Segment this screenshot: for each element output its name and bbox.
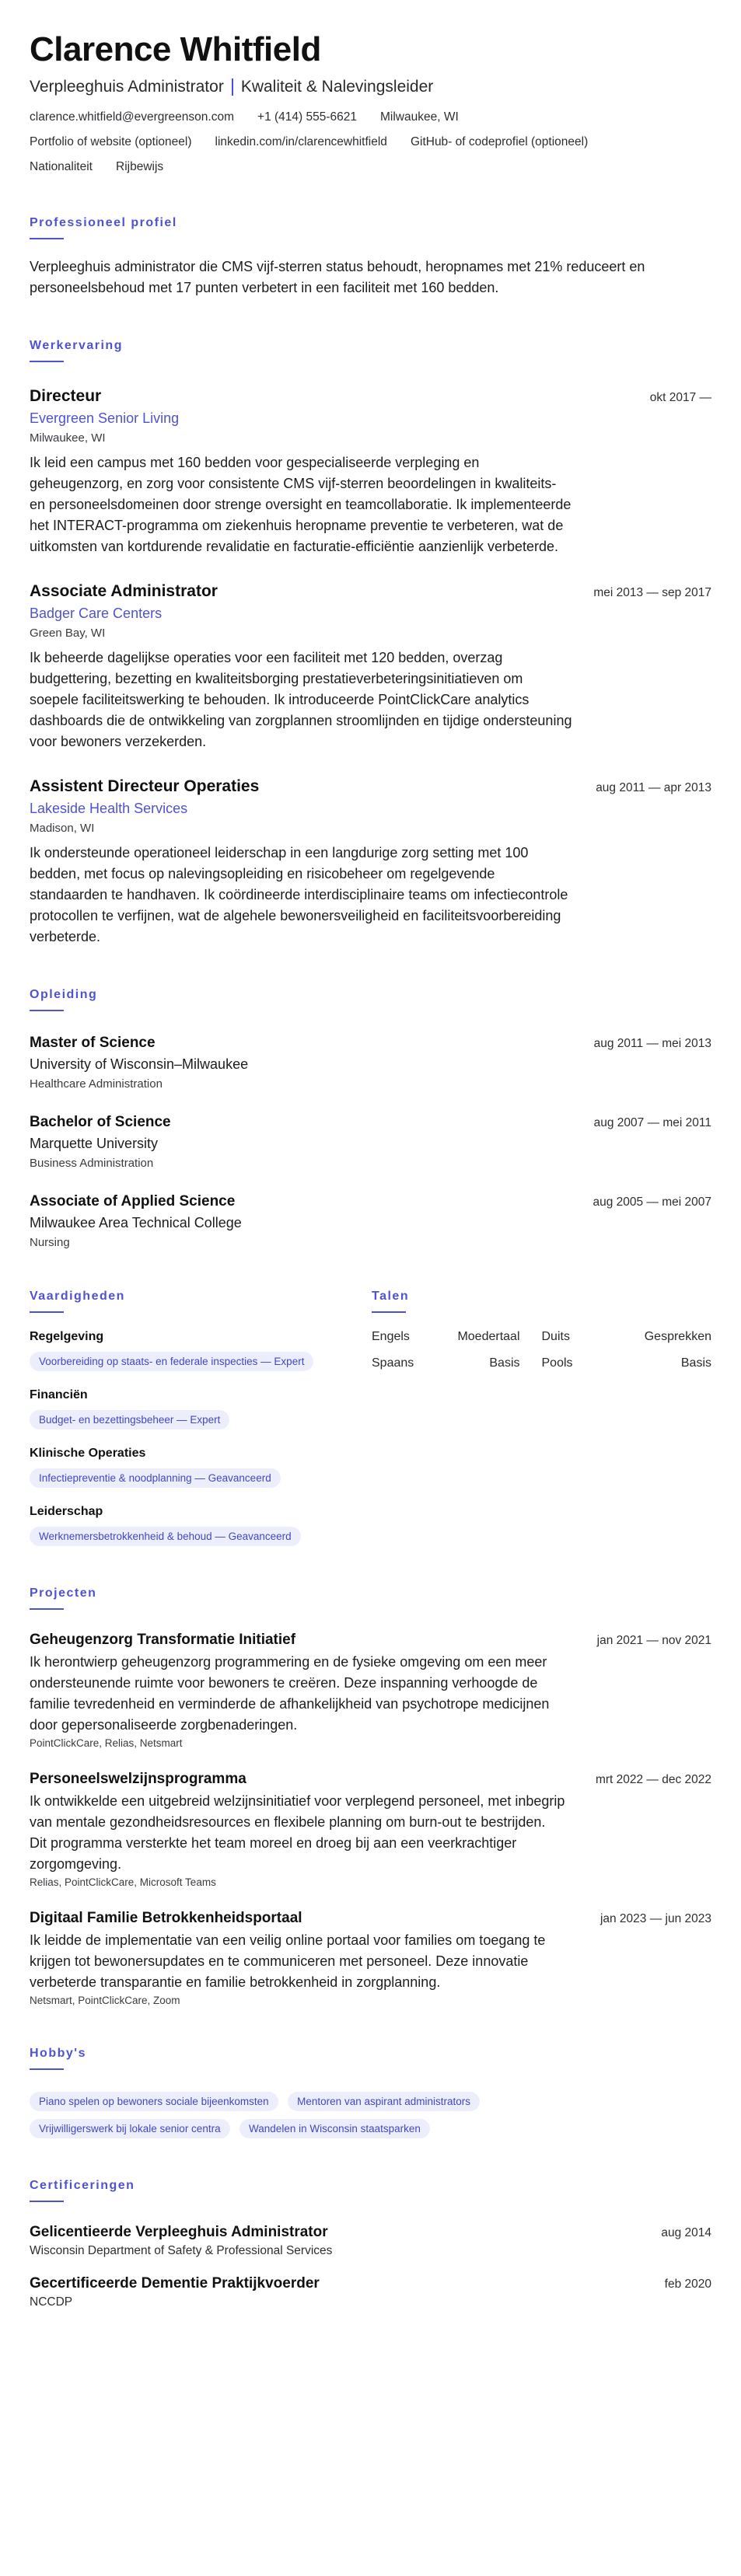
project-entry [30, 1910, 711, 2006]
certifications-section [30, 2179, 711, 2309]
project-tools: Relias, PointClickCare, Microsoft Teams [30, 1876, 216, 1888]
education-dates: aug 2005 — mei 2007 [592, 1196, 711, 1209]
degree: Master of Science [30, 1035, 156, 1051]
job-company: Lakeside Health Services [30, 801, 188, 816]
project-title: Personeelswelzijnsprogramma [30, 1771, 246, 1787]
education-section [30, 988, 711, 1249]
education-entry [30, 1035, 711, 1091]
skill-tag: Budget- en bezettingsbeheer — Expert [30, 1410, 229, 1429]
contact-website[interactable]: Portfolio of website (optioneel) [30, 135, 192, 148]
certification-name: Gelicentieerde Verpleeghuis Administrator [30, 2224, 328, 2240]
study-area: Healthcare Administration [30, 1077, 163, 1091]
degree: Bachelor of Science [30, 1114, 171, 1130]
certification-issuer: Wisconsin Department of Safety & Professional Services [30, 2244, 333, 2257]
candidate-name: Clarence Whitfield [30, 30, 321, 68]
language-name: Pools [541, 1356, 573, 1370]
school: Marquette University [30, 1136, 159, 1151]
project-entry [30, 1632, 711, 1749]
section-title: Talen [372, 1290, 410, 1303]
job-dates: mei 2013 — sep 2017 [593, 586, 711, 599]
contact-nationality: Nationaliteit [30, 160, 93, 173]
job-title: Directeur [30, 387, 102, 405]
degree: Associate of Applied Science [30, 1193, 236, 1209]
study-area: Nursing [30, 1236, 70, 1249]
project-description: Ik herontwierp geheugenzorg programmering en de fysieke omgeving om een meer ondersteunende ruimte voor bewoners te creëren. Deze inspanning verhoogde de familie tevredenheid en verminderde de afhankelijkheid van psychotrope medicijnen door gepersonaliseerde zorgbenaderingen. [30, 1654, 550, 1733]
hobbies-section [30, 2047, 711, 2138]
job-company: Badger Care Centers [30, 606, 163, 621]
skill-group [30, 1330, 372, 1371]
section-title: Opleiding [30, 988, 98, 1001]
education-entry [30, 1193, 711, 1249]
project-dates: jan 2023 — jun 2023 [599, 1912, 711, 1925]
section-title: Certificeringen [30, 2179, 135, 2192]
skills-languages-row [30, 1290, 711, 1546]
section-title: Werkervaring [30, 339, 123, 352]
experience-entry [30, 387, 711, 557]
projects-section [30, 1586, 711, 2006]
languages-section [372, 1290, 711, 1546]
job-description: Ik ondersteunde operationeel leiderschap in een langdurige zorg setting met 100 bedden, met focus op nalevingsopleiding en risicobeheer om regelgevende standaarden te handhaven. Ik coördineerde interdisciplinaire teams om infectiecontrole protocollen te verfijnen, wat de algehele bewonersveiligheid en faciliteitsvoorbereiding verbeterde. [30, 845, 568, 944]
section-title: Projecten [30, 1586, 97, 1600]
headline-divider [232, 79, 233, 96]
hobby-tag: Vrijwilligerswerk bij lokale senior centra [30, 2119, 230, 2138]
skill-group [30, 1388, 372, 1429]
study-area: Business Administration [30, 1157, 154, 1170]
language-level: Gesprekken [644, 1330, 711, 1343]
job-description: Ik beheerde dagelijkse operaties voor een faciliteit met 120 bedden, overzag budgettering, bezetting en kwaliteitsborging prestatieverbeteringsinitiatieven om soepele faciliteitswerking te behouden. Ik introduceerde PointClickCare analytics dashboards die de ontwikkeling van zorgplannen stroomlijnden en tijdige ondersteuning voor bewoners verzekerden. [30, 650, 572, 749]
section-divider [30, 238, 64, 239]
headline-role: Verpleeghuis Administrator [30, 78, 224, 96]
project-description: Ik leidde de implementatie van een veilig online portaal voor families om toegang te krijgen tot bewonersupdates en te communiceren met personeel. Deze innovatie verbeterde transparantie en familie betrokkenheid in zorgplanning. [30, 1932, 546, 1990]
school: University of Wisconsin–Milwaukee [30, 1056, 249, 1072]
hobby-tag: Mentoren van aspirant administrators [288, 2092, 480, 2111]
language-name: Engels [372, 1330, 410, 1343]
job-title: Associate Administrator [30, 582, 218, 600]
skill-group [30, 1505, 372, 1546]
skill-category: Leiderschap [30, 1505, 103, 1518]
section-title: Vaardigheden [30, 1290, 125, 1303]
experience-entry [30, 777, 711, 948]
section-divider [30, 1608, 64, 1610]
contact-license: Rijbewijs [116, 160, 164, 173]
education-dates: aug 2011 — mei 2013 [593, 1037, 711, 1050]
section-divider [30, 1010, 64, 1011]
project-dates: jan 2021 — nov 2021 [596, 1634, 711, 1647]
job-title: Assistent Directeur Operaties [30, 777, 260, 795]
section-divider [30, 361, 64, 362]
section-divider [372, 1311, 406, 1313]
hobby-list [30, 2084, 711, 2138]
education-dates: aug 2007 — mei 2011 [593, 1116, 711, 1129]
skills-section [30, 1290, 372, 1546]
profile-section [30, 216, 711, 298]
personal-row [30, 159, 711, 176]
contact-phone[interactable]: +1 (414) 555-6621 [257, 110, 357, 124]
certification-issuer: NCCDP [30, 2295, 73, 2309]
section-divider [30, 1311, 64, 1313]
hobby-tag: Piano spelen op bewoners sociale bijeenkomsten [30, 2092, 278, 2111]
languages-grid [372, 1330, 711, 1370]
language-level: Basis [680, 1356, 711, 1370]
skill-tag: Werknemersbetrokkenheid & behoud — Geavanceerd [30, 1527, 301, 1546]
certification-name: Gecertificeerde Dementie Praktijkvoerder [30, 2275, 320, 2292]
project-title: Geheugenzorg Transformatie Initiatief [30, 1632, 296, 1648]
contact-linkedin[interactable]: linkedin.com/in/clarencewhitfield [215, 135, 387, 148]
project-tools: Netsmart, PointClickCare, Zoom [30, 1995, 180, 2006]
section-title: Professioneel profiel [30, 216, 177, 229]
job-dates: okt 2017 — [649, 391, 711, 404]
contact-row [30, 109, 711, 126]
language-name: Spaans [372, 1356, 414, 1370]
project-title: Digitaal Familie Betrokkenheidsportaal [30, 1910, 302, 1926]
job-location: Green Bay, WI [30, 627, 106, 640]
language-name: Duits [541, 1330, 570, 1343]
skill-tag: Infectiepreventie & noodplanning — Geavanceerd [30, 1468, 281, 1488]
skill-category: Klinische Operaties [30, 1447, 146, 1460]
section-divider [30, 2201, 64, 2202]
project-description: Ik ontwikkelde een uitgebreid welzijnsinitiatief voor verplegend personeel, met inbegrip van mentale gezondheidsresources en flexibele planning om burn-out te bestrijden. Dit programma versterkte het team moreel en droeg bij aan een veerkrachtiger zorgomgeving. [30, 1793, 565, 1872]
skill-group [30, 1447, 372, 1488]
certification-date: feb 2020 [664, 2278, 711, 2291]
hobby-tag: Wandelen in Wisconsin staatsparken [239, 2119, 430, 2138]
project-tools: PointClickCare, Relias, Netsmart [30, 1737, 183, 1749]
job-location: Milwaukee, WI [30, 431, 106, 445]
job-dates: aug 2011 — apr 2013 [596, 781, 711, 794]
job-location: Madison, WI [30, 822, 95, 835]
certification-date: aug 2014 [661, 2226, 711, 2239]
school: Milwaukee Area Technical College [30, 1215, 242, 1230]
links-row [30, 134, 711, 151]
job-company: Evergreen Senior Living [30, 410, 180, 426]
section-divider [30, 2068, 64, 2070]
skill-category: Financiën [30, 1388, 88, 1401]
certification-entry [30, 2224, 711, 2258]
language-level: Basis [489, 1356, 520, 1370]
section-title: Hobby's [30, 2047, 86, 2060]
certification-entry [30, 2275, 711, 2309]
project-entry [30, 1771, 711, 1888]
job-description: Ik leid een campus met 160 bedden voor gespecialiseerde verpleging en geheugenzorg, en zorg voor consistente CMS vijf-sterren beoordelingen in kwaliteits- en personeelsdomeinen door strenge oversight en teamcollaboratie. Ik implementeerde het INTERACT-programma om ziekenhuis heropname preventie te verbeteren, wat de uitkomsten van kortdurende revalidatie en facturatie-efficiëntie aanzienlijk verbeterde. [30, 455, 571, 554]
contact-email[interactable]: clarence.whitfield@evergreenson.com [30, 110, 235, 124]
experience-section [30, 339, 711, 948]
experience-entry [30, 582, 711, 752]
profile-summary: Verpleeghuis administrator die CMS vijf-sterren status behoudt, heropnames met 21% reduceert en personeelsbehoud met 17 punten verbetert in een faciliteit met 160 bedden. [30, 259, 645, 295]
contact-location: Milwaukee, WI [380, 110, 459, 124]
education-entry [30, 1114, 711, 1170]
skill-tag: Voorbereiding op staats- en federale inspecties — Expert [30, 1352, 313, 1371]
headline-role-secondary: Kwaliteit & Nalevingsleider [240, 78, 434, 96]
skill-category: Regelgeving [30, 1330, 104, 1343]
language-level: Moedertaal [457, 1330, 520, 1343]
project-dates: mrt 2022 — dec 2022 [595, 1773, 711, 1786]
headline [30, 78, 711, 96]
contact-github[interactable]: GitHub- of codeprofiel (optioneel) [410, 135, 589, 148]
